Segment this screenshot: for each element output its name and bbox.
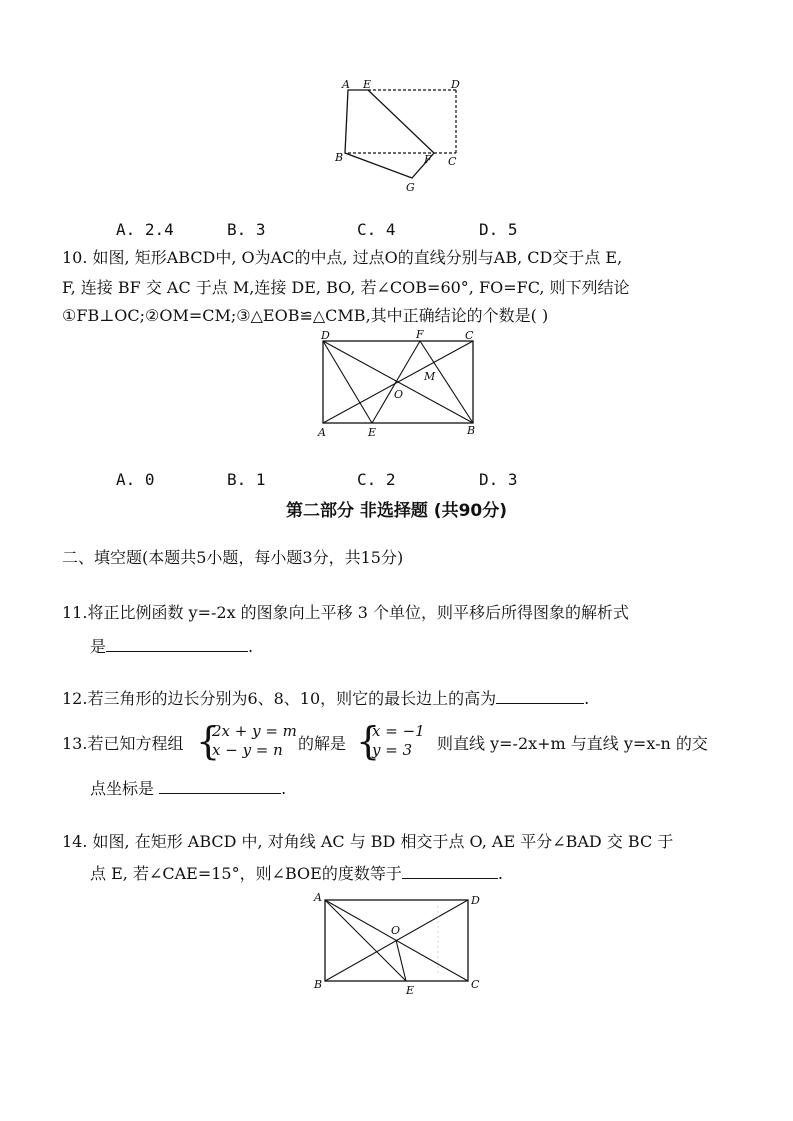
q9-label-f: F xyxy=(424,153,432,166)
q14-label-a: A xyxy=(314,891,322,904)
q13-system-2-brace: { xyxy=(356,719,381,763)
q10-label-m: M xyxy=(424,370,436,383)
q9-label-c: C xyxy=(448,155,457,168)
q13-middle: 的解是 xyxy=(298,734,347,753)
q13-line-2 xyxy=(90,779,286,799)
q14-label-o: O xyxy=(391,924,401,937)
q13-system-2-eq-2: y = 3 xyxy=(372,741,413,759)
q10-segment-ef xyxy=(372,341,420,423)
q12-line xyxy=(62,689,589,709)
q14-label-d: D xyxy=(471,894,480,907)
q9-option-b: B. 3 xyxy=(227,220,266,239)
q11-line-1: 11.将正比例函数 y=-2x 的图象向上平移 3 个单位，则平移后所得图象的解析式 xyxy=(62,603,630,622)
q14-segment-oe xyxy=(396,940,406,981)
q10-figure xyxy=(312,328,487,443)
section-two-header: 二、填空题(本题共5小题，每小题3分，共15分) xyxy=(62,548,404,567)
q13-line2-suffix: . xyxy=(281,779,287,798)
q10-options xyxy=(0,470,793,490)
q13-system-2-eq-1: x = −1 xyxy=(372,722,425,740)
q10-line-2: F, 连接 BF 交 AC 于点 M,连接 DE, BO, 若∠COB=60°, FO=FC, 则下列结论 xyxy=(62,278,630,297)
q10-option-c: C. 2 xyxy=(357,470,396,489)
part-two-title: 第二部分 非选择题 (共90分) xyxy=(285,501,508,521)
q13-answer-blank[interactable] xyxy=(159,779,281,794)
q14-line-2 xyxy=(90,864,503,884)
q10-line-1: 10. 如图, 矩形ABCD中, O为AC的中点, 过点O的直线分别与AB, CD交于点 E, xyxy=(62,248,623,267)
q14-label-e: E xyxy=(406,984,415,997)
q9-label-e: E xyxy=(363,78,372,91)
q10-label-o: O xyxy=(394,388,404,401)
q12-suffix: . xyxy=(584,689,590,708)
q10-segment-de xyxy=(323,341,372,423)
q14-answer-blank[interactable] xyxy=(402,864,498,879)
q11-prefix: 是 xyxy=(90,637,107,656)
q13-prefix: 13.若已知方程组 xyxy=(62,734,184,753)
q9-label-b: B xyxy=(335,151,344,164)
q10-option-d: D. 3 xyxy=(479,470,518,489)
q11-line-2 xyxy=(90,637,253,657)
q9-option-d: D. 5 xyxy=(479,220,518,239)
q13-system-1-eq-1: 2x + y = m xyxy=(212,722,297,740)
q9-option-a: A. 2.4 xyxy=(116,220,174,239)
q9-figure xyxy=(330,75,470,200)
q14-suffix: . xyxy=(497,864,503,883)
q13-system-1-eq-2: x − y = n xyxy=(212,741,283,759)
q14-label-c: C xyxy=(471,978,480,991)
q9-options xyxy=(0,220,793,240)
q11-suffix: . xyxy=(248,637,254,656)
q12-prefix: 12.若三角形的边长分别为6、8、10，则它的最长边上的高为 xyxy=(62,689,497,708)
q10-line-3: ①FB⊥OC;②OM=CM;③△EOB≌△CMB,其中正确结论的个数是( ) xyxy=(62,306,549,325)
q11-answer-blank[interactable] xyxy=(106,637,248,652)
q10-option-a: A. 0 xyxy=(116,470,155,489)
q14-line-1: 14. 如图, 在矩形 ABCD 中, 对角线 AC 与 BD 相交于点 O, AE 平分∠BAD 交 BC 于 xyxy=(62,832,674,851)
q13-suffix: 则直线 y=-2x+m 与直线 y=x-n 的交 xyxy=(437,734,708,753)
q9-label-d: D xyxy=(451,78,460,91)
q10-label-d: D xyxy=(321,329,330,342)
q14-segment-ae xyxy=(325,900,406,981)
q9-option-c: C. 4 xyxy=(357,220,396,239)
q10-option-b: B. 1 xyxy=(227,470,266,489)
q12-answer-blank[interactable] xyxy=(496,689,584,704)
q10-label-e: E xyxy=(368,426,377,439)
q9-label-g: G xyxy=(406,181,415,194)
q9-folded-shape xyxy=(345,90,434,178)
q14-label-b: B xyxy=(314,978,323,991)
q10-label-a: A xyxy=(318,426,326,439)
q10-label-c: C xyxy=(465,329,474,342)
q10-label-f: F xyxy=(416,328,424,341)
q13-system-1-brace: { xyxy=(196,719,221,763)
q10-label-b: B xyxy=(467,424,476,437)
q9-label-a: A xyxy=(342,78,350,91)
q14-figure xyxy=(308,888,488,998)
q14-prefix: 点 E, 若∠CAE=15°，则∠BOE的度数等于 xyxy=(90,864,402,883)
q13-line2-prefix: 点坐标是 xyxy=(90,779,155,798)
